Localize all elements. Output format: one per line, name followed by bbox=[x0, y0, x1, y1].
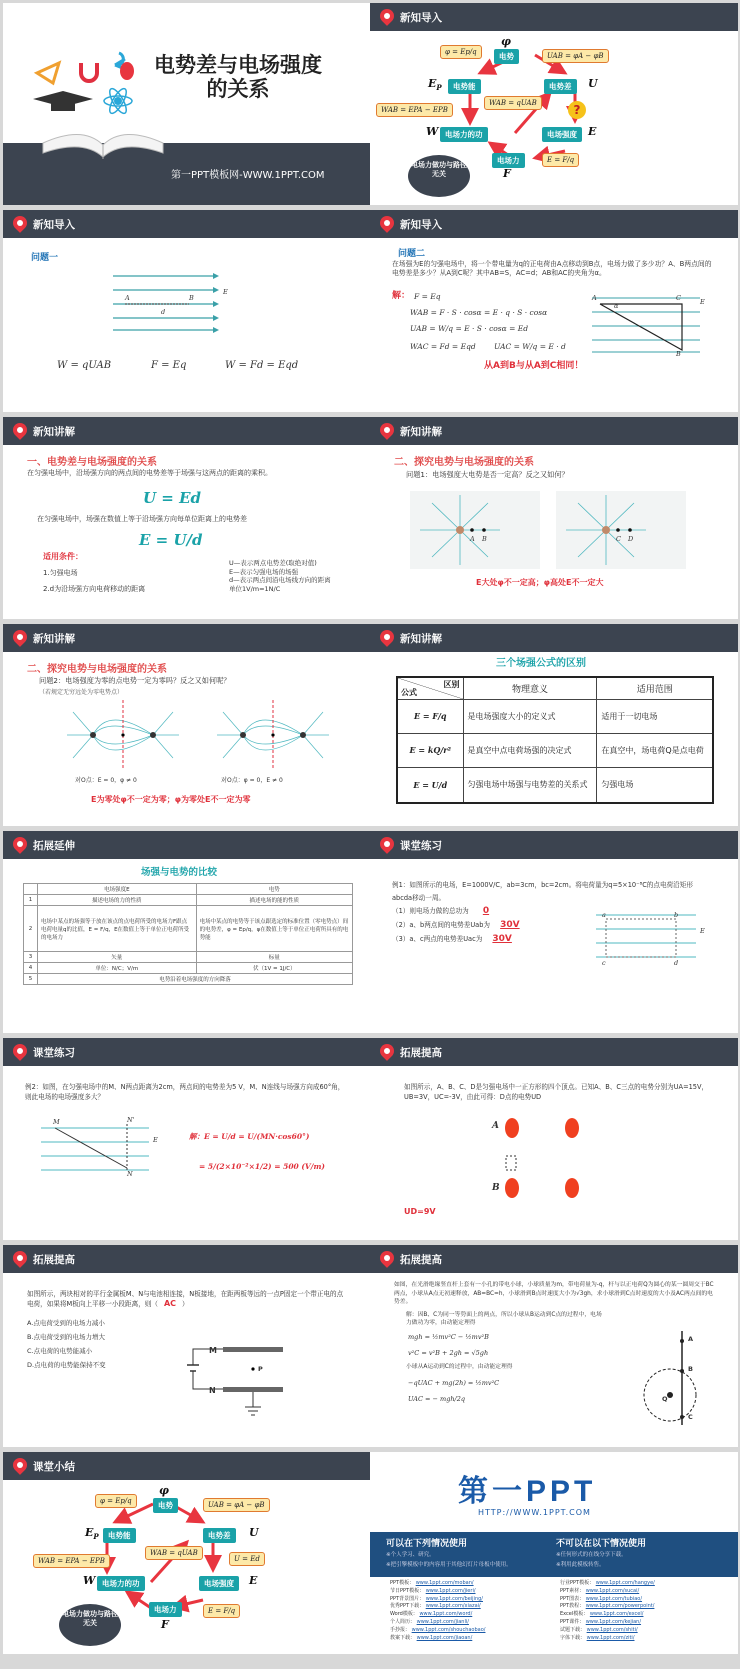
pin-icon bbox=[377, 1248, 397, 1268]
point-b: B bbox=[482, 535, 487, 543]
link-label: 字体下载： bbox=[560, 1634, 586, 1641]
problem-text bbox=[27, 1289, 349, 1309]
rect-field-figure bbox=[596, 909, 716, 969]
subq-3-text: （3）a、c两点的电势差Uac为 bbox=[392, 935, 483, 943]
link-label: PPT素材： bbox=[560, 1587, 585, 1594]
question-text: 在场强为E的匀强电场中，将一个带电量为q的正电荷由A点移动到B点，电场力做了多少功？A、B两点间的电势差是多少？从A到C呢？其中AB=S，AC=d；AB和AC的夹角为α。 bbox=[392, 260, 712, 277]
box-u-ed: U = Ed bbox=[229, 1552, 265, 1566]
link-url[interactable]: www.1ppt.com/jianli/ bbox=[416, 1618, 469, 1625]
link-label: PPT图表： bbox=[560, 1595, 585, 1602]
formula-table bbox=[396, 676, 714, 804]
label-ep bbox=[85, 1526, 99, 1541]
label-f: F bbox=[161, 1618, 169, 1631]
section-title: 一、电势差与电场强度的关系 bbox=[27, 457, 157, 468]
slide-heading: 新知导入 bbox=[400, 219, 442, 231]
formula-w-quab: W = qUAB bbox=[57, 360, 112, 371]
node-dianshi: 电势 bbox=[494, 49, 519, 64]
caption-1: 对O点：E = 0，φ ≠ 0 bbox=[75, 777, 137, 784]
pin-icon bbox=[10, 420, 30, 440]
row-num: 5 bbox=[24, 974, 38, 985]
answer-3: 30V bbox=[492, 934, 512, 944]
question-1: 问题1：电场强度大电势是否一定高？反之又如何？ bbox=[406, 470, 569, 479]
cover-title-line1: 电势差与电场强度 bbox=[154, 53, 322, 77]
pin-icon bbox=[10, 1041, 30, 1061]
legend-d: d—表示两点间沿电场线方向的距离 bbox=[229, 576, 331, 584]
option-d: D.点电荷的电势能保持不变 bbox=[27, 1361, 106, 1369]
charge-q: Q bbox=[662, 1395, 668, 1403]
row1-phi: 描述电场的能的性质 bbox=[196, 895, 352, 906]
row2-meaning: 是真空中点电荷场强的决定式 bbox=[463, 733, 597, 767]
capacitor-figure bbox=[183, 1331, 303, 1421]
link-url[interactable]: www.1ppt.com/xiazai/ bbox=[425, 1603, 481, 1610]
link-url[interactable]: www.1ppt.com/kejian/ bbox=[585, 1618, 642, 1625]
label-e: E bbox=[249, 1574, 258, 1587]
uniform-field-figure bbox=[103, 270, 303, 340]
box-uab: UAB = φA − φB bbox=[542, 49, 609, 63]
slide-header bbox=[370, 624, 738, 652]
solution-2: 小球从A运动到C的过程中，由动能定理得 bbox=[406, 1364, 513, 1370]
question-mark: ? bbox=[573, 103, 581, 117]
link-url[interactable]: www.1ppt.com/jiaoan/ bbox=[416, 1634, 473, 1641]
node-dianshicha: 电势差 bbox=[203, 1528, 236, 1543]
pin-icon bbox=[377, 834, 397, 854]
row3-scope: 匀强电场 bbox=[597, 767, 713, 803]
row-num: 2 bbox=[24, 906, 38, 952]
triangle-figure bbox=[592, 290, 712, 360]
slide-header bbox=[370, 417, 738, 445]
formula-w-eqd: W = Fd = Eqd bbox=[225, 360, 299, 371]
link-row bbox=[560, 1588, 655, 1596]
row2-scope: 在真空中，场电荷Q是点电荷 bbox=[597, 733, 713, 767]
table-title: 三个场强公式的区别 bbox=[496, 658, 586, 669]
point-a: a bbox=[602, 911, 606, 919]
link-row bbox=[390, 1627, 485, 1635]
slide-example-1[interactable] bbox=[370, 831, 738, 1033]
node-qiangdu: 电场强度 bbox=[542, 127, 582, 142]
field-label-e: E bbox=[153, 1136, 158, 1144]
pin-icon bbox=[10, 213, 30, 233]
header-meaning: 物理意义 bbox=[463, 677, 597, 699]
pin-icon bbox=[10, 1248, 30, 1268]
problem-text: 如图所示，A、B、C、D是匀强电场中一正方形的四个顶点。已知A、B、C三点的电势分别为UA=15V，UB=3V，UC=-3V，由此可得：D点的电势UD bbox=[404, 1083, 709, 1101]
eq-2: v²C = v²B + 2gh = √5gh bbox=[408, 1349, 489, 1357]
point-m: M bbox=[53, 1118, 60, 1126]
ep-sub: P bbox=[93, 1532, 99, 1542]
link-label: 节日PPT模板： bbox=[390, 1587, 425, 1594]
row2-formula: E = kQ/r² bbox=[397, 733, 463, 767]
point-b: B bbox=[688, 1365, 693, 1373]
dipole-figures bbox=[63, 698, 363, 772]
eq-4: UAC = − mgh/2q bbox=[408, 1395, 466, 1403]
slide-comparison[interactable] bbox=[3, 831, 371, 1033]
option-b: B.点电荷受到的电场力增大 bbox=[27, 1333, 106, 1341]
point-d: D bbox=[628, 535, 634, 543]
field-label-e: E bbox=[223, 288, 228, 296]
condition-2: 2.d为沿场强方向电荷移动的距离 bbox=[43, 585, 146, 593]
box-e-fq: E = F/q bbox=[542, 153, 579, 167]
formula-e-ud: E = U/d bbox=[139, 531, 203, 549]
solution-2: = 5/(2×10⁻²×1/2) = 500 (V/m) bbox=[199, 1162, 325, 1171]
allowed-1: ※个人学习、研究。 bbox=[386, 1552, 435, 1558]
cover-title-line2: 的关系 bbox=[206, 77, 270, 101]
square-figure bbox=[500, 1116, 600, 1206]
pin-icon bbox=[377, 627, 397, 647]
answer-ud: UD=9V bbox=[404, 1207, 436, 1216]
link-url[interactable]: www.1ppt.com/jieri/ bbox=[425, 1587, 476, 1594]
link-url[interactable]: www.1ppt.com/moban/ bbox=[415, 1580, 474, 1586]
link-row bbox=[390, 1580, 485, 1588]
ep-sub: P bbox=[436, 83, 442, 93]
slide-square-potentials[interactable] bbox=[370, 1038, 738, 1240]
formula-u-ed: U = Ed bbox=[143, 489, 202, 507]
conclusion: 从A到B与从A到C相同！ bbox=[484, 361, 584, 371]
allowed-heading: 可以在下列情况使用 bbox=[386, 1539, 468, 1549]
slide-zero-field[interactable] bbox=[3, 624, 371, 826]
label-e: E bbox=[588, 125, 597, 138]
slide-relation-ued[interactable] bbox=[3, 417, 371, 619]
link-url[interactable]: www.1ppt.com/excel/ bbox=[589, 1611, 644, 1618]
link-label: PPT教程： bbox=[560, 1603, 585, 1610]
slide-header bbox=[3, 417, 371, 445]
row3-formula: E = U/d bbox=[397, 767, 463, 803]
link-row bbox=[560, 1611, 655, 1619]
slide-heading: 新知导入 bbox=[400, 12, 442, 24]
link-url[interactable]: www.1ppt.com/powerpoint/ bbox=[585, 1603, 655, 1610]
point-d: d bbox=[674, 959, 679, 967]
point-p: P bbox=[258, 1365, 263, 1373]
link-row bbox=[390, 1588, 485, 1596]
label-f: F bbox=[503, 167, 511, 180]
link-label: 教案下载： bbox=[390, 1634, 416, 1641]
link-label: PPT课件： bbox=[560, 1618, 585, 1625]
solution-1: 解：E = U/d = U/(MN·cos60°) bbox=[189, 1132, 310, 1141]
slide-heading: 新知导入 bbox=[33, 219, 75, 231]
answer-1: 0 bbox=[482, 906, 490, 916]
corner bbox=[24, 884, 38, 895]
node-li: 电场力 bbox=[492, 153, 525, 168]
box-wab-quab: WAB = qUAB bbox=[145, 1546, 203, 1560]
problem-text: 例1：如图所示的电场，E=1000V/C，ab=3cm，bc=2cm。将电荷量为q=5×10⁻⁸C的点电荷沿矩形abcda移动一周。 bbox=[392, 881, 693, 902]
slide-heading: 新知讲解 bbox=[33, 633, 75, 645]
row-num: 4 bbox=[24, 963, 38, 974]
slide-summary[interactable] bbox=[3, 1452, 371, 1654]
slide-header bbox=[3, 831, 371, 859]
field-label-e: E bbox=[700, 927, 705, 935]
slide-header bbox=[3, 1245, 371, 1273]
brand-logo: 第一PPT bbox=[458, 1475, 597, 1508]
pin-icon bbox=[377, 1041, 397, 1061]
link-list-1 bbox=[390, 1580, 485, 1642]
subq-1-text: （1）则电场力做的总功为 bbox=[392, 907, 469, 915]
row5: 电势沿着电场强度的方向降落 bbox=[38, 974, 353, 985]
label-phi: φ bbox=[501, 35, 511, 48]
cover-site: 第一PPT模板网-WWW.1PPT.COM bbox=[171, 170, 325, 181]
link-url[interactable]: www.1ppt.com/sucai/ bbox=[585, 1587, 640, 1594]
point-b: B bbox=[492, 1183, 500, 1193]
slide-heading: 拓展提高 bbox=[33, 1254, 75, 1266]
link-label: 手抄报： bbox=[390, 1626, 411, 1633]
slide-heading: 新知讲解 bbox=[400, 633, 442, 645]
node-dianshi: 电势 bbox=[153, 1498, 178, 1513]
slide-heading: 新知讲解 bbox=[33, 426, 75, 438]
brand-url[interactable]: HTTP://WWW.1PPT.COM bbox=[478, 1508, 591, 1517]
problem-text: 如图，在光滑绝缘竖直杆上套有一小孔的带电小球，小球质量为m，带电荷量为-q，杆与以正电荷Q为圆心的某一圆周交于BC两点，小球从A点无初速释放，AB=BC=h，小球滑到B点时速度大小为√3gh，求小球滑到C点时速度的大小及AC两点间的电势差。 bbox=[394, 1282, 714, 1305]
eq-uab: UAB = W/q = E · S · cosα = Ed bbox=[410, 324, 529, 333]
eq-uac: UAC = W/q = E · d bbox=[494, 342, 566, 351]
question-2: 问题2：电场强度为零的点电势一定为零吗？反之又如何呢？ bbox=[39, 676, 231, 685]
question-label: 问题一 bbox=[31, 253, 59, 263]
conclusion: E大处φ不一定高；φ高处E不一定大 bbox=[476, 578, 604, 587]
solution-1: 解：因B、C为同一等势面上的两点，所以小球从B运动到C点的过程中，电场力做功为零，由动能定理得 bbox=[406, 1312, 602, 1326]
ep-letter: E bbox=[428, 77, 437, 90]
formula-f-eq: F = Eq bbox=[151, 360, 187, 371]
slide-header bbox=[3, 210, 371, 238]
box-phi-ep-q: φ = Ep/q bbox=[95, 1494, 137, 1508]
label-ep bbox=[428, 77, 442, 92]
eq-wab: WAB = F · S · cosα = E · q · S · cosα bbox=[410, 308, 548, 317]
slide-heading: 课堂练习 bbox=[33, 1047, 75, 1059]
slide-cover[interactable] bbox=[3, 3, 371, 205]
box-wab-epa-epb: WAB = EPA − EPB bbox=[376, 103, 453, 117]
link-url[interactable]: www.1ppt.com/beijing/ bbox=[425, 1595, 483, 1602]
label-phi: φ bbox=[159, 1484, 169, 1497]
condition-1: 1.匀强电场 bbox=[43, 569, 78, 577]
slide-heading: 拓展提高 bbox=[400, 1047, 442, 1059]
slide-question-one[interactable] bbox=[3, 210, 371, 412]
slide-heading: 拓展提高 bbox=[400, 1254, 442, 1266]
link-url[interactable]: www.1ppt.com/shouchaobao/ bbox=[411, 1626, 486, 1633]
link-url[interactable]: www.1ppt.com/ziti/ bbox=[586, 1634, 635, 1641]
row4-e: 单位：N/C；V/m bbox=[38, 963, 197, 974]
legend-u: U—表示两点电势差(取绝对值) bbox=[229, 559, 317, 567]
forbidden-2: ※利用此模板转售。 bbox=[556, 1562, 605, 1568]
header-gongshi: 公式 bbox=[401, 687, 417, 697]
field-label-e: E bbox=[700, 298, 705, 306]
subq-2 bbox=[392, 921, 528, 930]
node-dianshineng: 电势能 bbox=[448, 79, 481, 94]
point-c: C bbox=[616, 535, 621, 543]
cover-title bbox=[123, 53, 353, 101]
slide-concept-map[interactable] bbox=[370, 3, 738, 205]
eq-3: −qUAC + mg(2h) = ½mv²C bbox=[408, 1379, 500, 1387]
point-b: B bbox=[189, 294, 194, 302]
slide-brand[interactable] bbox=[370, 1452, 738, 1654]
caption-2: 对O点：φ = 0，E ≠ 0 bbox=[221, 777, 283, 784]
problem-text: 例2：如图，在匀强电场中的M、N两点距离为2cm，两点间的电势差为5 V，M、N连线与场强方向成60°角，则此电场的电场强度多大？ bbox=[25, 1083, 345, 1101]
point-a: A bbox=[125, 294, 130, 302]
node-gong: 电场力的功 bbox=[97, 1576, 145, 1591]
link-row bbox=[560, 1627, 655, 1635]
problem-close: ） bbox=[182, 1300, 189, 1308]
option-a: A.点电荷受到的电场力减小 bbox=[27, 1319, 105, 1327]
point-c: c bbox=[602, 959, 606, 967]
distance-d: d bbox=[161, 308, 166, 316]
slide-rod-ball[interactable] bbox=[370, 1245, 738, 1447]
row3-e: 矢量 bbox=[38, 952, 197, 963]
bubble-path-independent: 电场力做功与路径无关 bbox=[59, 1604, 121, 1646]
row2-e: 电场中某点的场强等于放在该点的点电荷所受的电场力F跟点电荷电量q的比值，E = F/q，E在数值上等于单位正电荷所受的电场力 bbox=[38, 906, 197, 952]
condition-label: 适用条件： bbox=[43, 552, 83, 561]
box-phi-ep-q: φ = Ep/q bbox=[440, 45, 482, 59]
slide-heading: 课堂练习 bbox=[400, 840, 442, 852]
rod-figure bbox=[630, 1325, 720, 1435]
option-c: C.点电荷的电势能减小 bbox=[27, 1347, 93, 1355]
plate-m: M bbox=[209, 1346, 217, 1355]
legend-e: E—表示匀强电场的场强 bbox=[229, 567, 299, 576]
comparison-table bbox=[23, 883, 353, 985]
link-row bbox=[560, 1580, 655, 1588]
eq-f: F = Eq bbox=[414, 292, 441, 301]
label-w: W bbox=[426, 125, 439, 138]
answer: AC bbox=[163, 1299, 177, 1308]
row4-phi: 伏（1V = 1J/C） bbox=[196, 963, 352, 974]
slide-example-2[interactable] bbox=[3, 1038, 371, 1240]
link-label: 优秀PPT下载： bbox=[390, 1603, 425, 1610]
box-wab-quab: WAB = qUAB bbox=[484, 96, 542, 110]
legend-unit: 单位1V/m=1N/C bbox=[229, 584, 281, 593]
section-title: 二、探究电势与电场强度的关系 bbox=[27, 664, 167, 675]
link-list-2 bbox=[560, 1580, 655, 1642]
row3-phi: 标量 bbox=[196, 952, 352, 963]
row1-meaning: 是电场强度大小的定义式 bbox=[463, 699, 597, 733]
label-u: U bbox=[249, 1526, 259, 1539]
node-li: 电场力 bbox=[149, 1602, 182, 1617]
point-a: A bbox=[592, 294, 597, 302]
row2-phi: 电场中某点的电势等于该点跟选定的标准位置（零电势点）间的电势差，φ = Ep/q，φ在数值上等于单位正电荷所具有的电势能 bbox=[196, 906, 352, 952]
row-num: 1 bbox=[24, 895, 38, 906]
plate-n: N bbox=[209, 1386, 216, 1395]
row1-scope: 适用于一切电场 bbox=[597, 699, 713, 733]
row1-formula: E = F/q bbox=[397, 699, 463, 733]
point-a: A bbox=[492, 1121, 499, 1131]
subq-2-text: （2）a、b两点间的电势差Uab为 bbox=[392, 921, 491, 929]
link-label: PPT背景图片： bbox=[390, 1595, 425, 1602]
point-b: B bbox=[676, 350, 681, 358]
table-title: 场强与电势的比较 bbox=[141, 867, 218, 878]
point-a: A bbox=[688, 1335, 694, 1343]
solution-label: 解： bbox=[392, 291, 411, 301]
header-scope: 适用范围 bbox=[597, 677, 713, 699]
paragraph-2: 在匀强电场中，场强在数值上等于沿场强方向每单位距离上的电势差 bbox=[37, 515, 247, 523]
row3-meaning: 匀强电场中场强与电势差的关系式 bbox=[463, 767, 597, 803]
label-u: U bbox=[588, 77, 598, 90]
question-icon bbox=[568, 101, 586, 119]
node-qiangdu: 电场强度 bbox=[199, 1576, 239, 1591]
slide-heading: 拓展延伸 bbox=[33, 840, 75, 852]
pin-icon bbox=[10, 627, 30, 647]
slide-header bbox=[370, 1245, 738, 1273]
slide-heading: 新知讲解 bbox=[400, 426, 442, 438]
problem-body: 如图所示，两块相对的平行金属板M、N与电池相连接，N板接地，在距两板等远的一点P固定一个带正电的点电荷，如果将M板向上平移一小段距离，则（ bbox=[27, 1290, 344, 1308]
row-num: 3 bbox=[24, 952, 38, 963]
link-row bbox=[560, 1635, 655, 1643]
note: （若规定无穷远处为零电势点） bbox=[39, 689, 124, 696]
link-row bbox=[390, 1619, 485, 1627]
slide-heading: 课堂小结 bbox=[33, 1461, 75, 1473]
slide-header bbox=[370, 1038, 738, 1066]
header-qubie: 区别 bbox=[443, 680, 460, 689]
subq-1 bbox=[392, 907, 501, 916]
col-phi: 电势 bbox=[196, 884, 352, 895]
ep-letter: E bbox=[85, 1526, 94, 1539]
pin-icon bbox=[10, 834, 30, 854]
node-dianshineng: 电势能 bbox=[103, 1528, 136, 1543]
slide-capacitor[interactable] bbox=[3, 1245, 371, 1447]
header-corner bbox=[397, 677, 463, 699]
angle-alpha: α bbox=[614, 302, 619, 310]
forbidden-1: ※任何形式的在线分享下载。 bbox=[556, 1552, 627, 1558]
allowed-2: ※把引擎模板中的内容用于其他幻灯片母板中使用。 bbox=[386, 1562, 512, 1568]
slide-header bbox=[3, 624, 371, 652]
point-n-prime: N' bbox=[127, 1116, 135, 1124]
slide-header bbox=[370, 210, 738, 238]
node-gong: 电场力的功 bbox=[440, 127, 488, 142]
box-wab-epa-epb: WAB = EPA − EPB bbox=[33, 1554, 110, 1568]
conclusion: E为零处φ不一定为零；φ为零处E不一定为零 bbox=[91, 795, 251, 804]
question-label: 问题二 bbox=[398, 249, 426, 259]
mn-figure bbox=[41, 1120, 161, 1180]
eq-wac: WAC = Fd = Eqd bbox=[410, 342, 476, 351]
link-label: 个人简历： bbox=[390, 1618, 416, 1625]
paragraph-1: 在匀强电场中，沿场强方向的两点间的电势差等于场强与这两点的距离的乘积。 bbox=[27, 469, 272, 477]
link-url[interactable]: www.1ppt.com/shiti/ bbox=[586, 1626, 638, 1633]
col-e: 电场强度E bbox=[38, 884, 197, 895]
forbidden-heading: 不可以在以下情况使用 bbox=[556, 1539, 647, 1549]
link-url[interactable]: www.1ppt.com/hangye/ bbox=[595, 1580, 655, 1586]
slide-three-formulas[interactable] bbox=[370, 624, 738, 826]
link-url[interactable]: www.1ppt.com/word/ bbox=[419, 1611, 473, 1618]
node-dianshicha: 电势差 bbox=[544, 79, 577, 94]
pin-icon bbox=[377, 213, 397, 233]
link-label: 行业PPT模板： bbox=[560, 1580, 595, 1586]
point-c: C bbox=[676, 294, 681, 302]
slide-e-vs-phi[interactable] bbox=[370, 417, 738, 619]
section-title: 二、探究电势与电场强度的关系 bbox=[394, 457, 534, 468]
box-e-fq: E = F/q bbox=[203, 1604, 240, 1618]
point-a: A bbox=[470, 535, 475, 543]
eq-1: mgh = ½mv²C − ½mv²B bbox=[408, 1333, 489, 1341]
link-url[interactable]: www.1ppt.com/tubiao/ bbox=[585, 1595, 643, 1602]
link-row bbox=[560, 1619, 655, 1627]
link-label: Word模板： bbox=[390, 1611, 418, 1618]
row1-e: 描述电场的力的性质 bbox=[38, 895, 197, 906]
pin-icon bbox=[377, 420, 397, 440]
link-label: Excel模板： bbox=[560, 1611, 589, 1618]
box-uab: UAB = φA − φB bbox=[203, 1498, 270, 1512]
slide-header bbox=[370, 831, 738, 859]
link-row bbox=[390, 1611, 485, 1619]
slide-header bbox=[3, 1038, 371, 1066]
point-charge-figures bbox=[410, 491, 710, 571]
link-row bbox=[390, 1635, 485, 1643]
label-w: W bbox=[83, 1574, 96, 1587]
point-c: C bbox=[688, 1413, 693, 1421]
link-label: 试题下载： bbox=[560, 1626, 586, 1633]
answer-2: 30V bbox=[500, 920, 520, 930]
point-b: b bbox=[674, 911, 679, 919]
link-label: PPT模板： bbox=[390, 1580, 415, 1586]
subq-3 bbox=[392, 935, 520, 944]
slide-question-two[interactable] bbox=[370, 210, 738, 412]
point-n: N bbox=[127, 1170, 133, 1178]
symbol-legend bbox=[229, 559, 339, 593]
bubble-path-independent: 电场力做功与路径无关 bbox=[408, 155, 470, 197]
